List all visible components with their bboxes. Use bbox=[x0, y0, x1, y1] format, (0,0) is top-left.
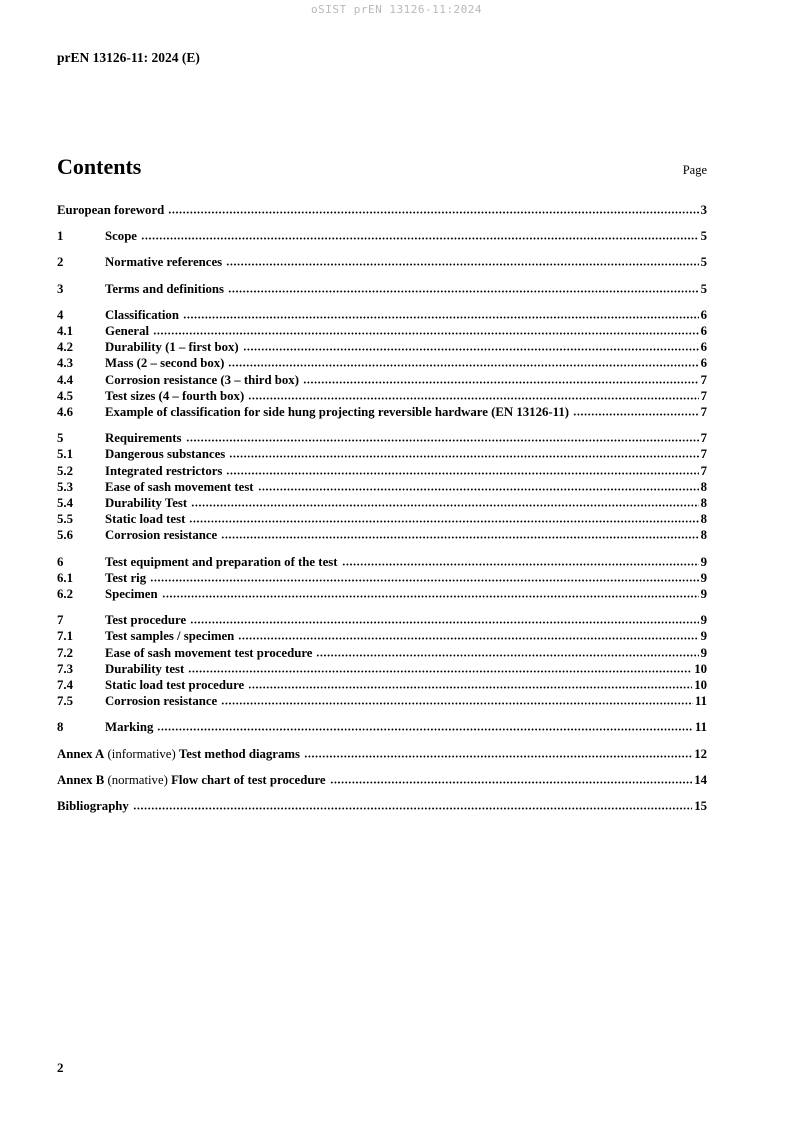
toc-entry bbox=[57, 281, 707, 297]
toc-entry-label: European foreword bbox=[57, 203, 165, 217]
toc-entry-page: 9 bbox=[700, 629, 707, 644]
toc-entry-page: 7 bbox=[700, 447, 707, 462]
toc-entry-label: Example of classification for side hung projecting reversible hardware (EN 13126-11) bbox=[105, 405, 569, 420]
toc-entry bbox=[57, 479, 707, 495]
toc-entry-page: 9 bbox=[700, 645, 707, 660]
toc-entry-label: Bibliography bbox=[57, 799, 129, 814]
toc-leader-dots bbox=[186, 439, 699, 442]
toc-entry bbox=[57, 404, 707, 420]
toc-entry-label: Static load test procedure bbox=[105, 678, 245, 693]
toc-entry-page: 9 bbox=[700, 587, 707, 602]
toc-annex-title: Test method diagrams bbox=[178, 746, 301, 761]
toc-entry bbox=[57, 746, 707, 762]
toc-entry-number: 6 bbox=[57, 554, 64, 569]
toc-leader-dots bbox=[150, 579, 698, 582]
toc-entry-number: 5.3 bbox=[57, 479, 73, 494]
toc-entry bbox=[57, 661, 707, 677]
toc-leader-dots bbox=[226, 263, 698, 266]
toc-entry-label: Test sizes (4 – fourth box) bbox=[105, 388, 245, 403]
toc-entry-label: Dangerous substances bbox=[105, 447, 226, 462]
toc-entry bbox=[57, 430, 707, 446]
toc-entry bbox=[57, 719, 707, 735]
toc-entry bbox=[57, 388, 707, 404]
toc-entry bbox=[57, 323, 707, 339]
toc-leader-dots bbox=[248, 397, 698, 400]
toc-entry-label: Normative references bbox=[105, 255, 223, 270]
toc-entry-page: 12 bbox=[694, 746, 707, 761]
toc-entry-number: 4.2 bbox=[57, 340, 73, 355]
toc-entry-page: 5 bbox=[700, 281, 707, 296]
toc-entry-label: Mass (2 – second box) bbox=[105, 356, 225, 371]
toc-entry-number: 7.5 bbox=[57, 694, 73, 709]
toc-entry-number: 4.4 bbox=[57, 372, 73, 387]
toc-entry-number: 7.2 bbox=[57, 645, 73, 660]
toc-entry-label: Test samples / specimen bbox=[105, 629, 235, 644]
toc-entry-page: 6 bbox=[700, 324, 707, 339]
toc-leader-dots bbox=[316, 654, 698, 657]
toc-entry-number: 1 bbox=[57, 229, 64, 244]
toc-entry-label: Ease of sash movement test procedure bbox=[105, 645, 313, 660]
toc-entry-label: Classification bbox=[105, 307, 179, 322]
table-of-contents bbox=[57, 202, 707, 814]
toc-annex-title: Flow chart of test procedure bbox=[171, 772, 326, 787]
toc-entry-number: 5.2 bbox=[57, 463, 73, 478]
toc-leader-dots bbox=[221, 536, 698, 539]
toc-entry-page: 6 bbox=[700, 356, 707, 371]
toc-entry bbox=[57, 339, 707, 355]
toc-entry-page: 9 bbox=[700, 554, 707, 569]
toc-entry-page: 3 bbox=[700, 203, 707, 217]
toc-entry-number: 2 bbox=[57, 255, 64, 270]
toc-leader-dots bbox=[258, 488, 699, 491]
toc-entry bbox=[57, 645, 707, 661]
toc-entry-label: Marking bbox=[105, 720, 154, 735]
toc-entry bbox=[57, 228, 707, 244]
toc-leader-dots bbox=[168, 211, 698, 214]
toc-entry-page: 7 bbox=[700, 388, 707, 403]
toc-leader-dots bbox=[243, 348, 699, 351]
toc-leader-dots bbox=[226, 472, 698, 475]
toc-entry bbox=[57, 495, 707, 511]
toc-annex-qualifier: (normative) bbox=[104, 772, 172, 787]
toc-entry-label: Integrated restrictors bbox=[105, 463, 223, 478]
toc-entry bbox=[57, 446, 707, 462]
toc-entry-label: Scope bbox=[105, 229, 137, 244]
toc-entry-number: 4.6 bbox=[57, 405, 73, 420]
toc-annex-prefix: Annex A bbox=[57, 746, 105, 761]
toc-entry-label: Durability test bbox=[105, 661, 185, 676]
toc-entry bbox=[57, 554, 707, 570]
toc-leader-dots bbox=[162, 595, 699, 598]
toc-entry-label: Requirements bbox=[105, 431, 182, 446]
toc-entry-page: 7 bbox=[700, 372, 707, 387]
toc-entry-number: 7.1 bbox=[57, 629, 73, 644]
toc-leader-dots bbox=[304, 755, 692, 758]
toc-entry-page: 7 bbox=[700, 463, 707, 478]
toc-entry bbox=[57, 511, 707, 527]
toc-entry bbox=[57, 254, 707, 270]
toc-leader-dots bbox=[221, 702, 693, 705]
toc-entry-page: 6 bbox=[700, 340, 707, 355]
toc-leader-dots bbox=[238, 637, 698, 640]
toc-entry-number: 6.2 bbox=[57, 587, 73, 602]
toc-entry-label: Corrosion resistance (3 – third box) bbox=[105, 372, 299, 387]
toc-entry-page: 11 bbox=[694, 720, 707, 735]
toc-entry-page: 7 bbox=[700, 431, 707, 446]
toc-entry-number: 4.3 bbox=[57, 356, 73, 371]
toc-entry-label: Corrosion resistance bbox=[105, 528, 218, 543]
toc-annex-prefix: Annex B bbox=[57, 772, 105, 787]
contents-header bbox=[57, 154, 707, 180]
toc-entry-page: 8 bbox=[700, 479, 707, 494]
toc-entry-label: Test equipment and preparation of the test bbox=[105, 554, 338, 569]
toc-leader-dots bbox=[229, 455, 698, 458]
toc-entry-page: 6 bbox=[700, 307, 707, 322]
toc-entry-page: 8 bbox=[700, 528, 707, 543]
contents-title: Contents bbox=[57, 154, 142, 179]
toc-entry bbox=[57, 628, 707, 644]
toc-entry-page: 14 bbox=[694, 772, 707, 787]
toc-entry-number: 4.1 bbox=[57, 324, 73, 339]
page-column-label: Page bbox=[682, 163, 707, 177]
footer-page-number: 2 bbox=[57, 1060, 64, 1075]
toc-entry bbox=[57, 798, 707, 814]
toc-leader-dots bbox=[228, 290, 699, 293]
toc-entry-label: Ease of sash movement test bbox=[105, 479, 254, 494]
toc-entry-label: Durability Test bbox=[105, 496, 188, 511]
toc-entry-number: 7.3 bbox=[57, 661, 73, 676]
toc-leader-dots bbox=[191, 504, 698, 507]
toc-entry-number: 4 bbox=[57, 307, 64, 322]
toc-entry bbox=[57, 527, 707, 543]
toc-leader-dots bbox=[248, 686, 692, 689]
toc-entry bbox=[57, 372, 707, 388]
toc-entry-page: 8 bbox=[700, 496, 707, 511]
toc-entry-number: 6.1 bbox=[57, 570, 73, 585]
toc-entry-number: 5.1 bbox=[57, 447, 73, 462]
toc-entry-number: 5.6 bbox=[57, 528, 73, 543]
toc-entry-label: General bbox=[105, 324, 150, 339]
toc-entry-number: 5 bbox=[57, 431, 64, 446]
toc-entry-label: Durability (1 – first box) bbox=[105, 340, 239, 355]
toc-entry-page: 8 bbox=[700, 512, 707, 527]
toc-leader-dots bbox=[228, 364, 698, 367]
toc-leader-dots bbox=[188, 670, 692, 673]
toc-entry-page: 5 bbox=[700, 255, 707, 270]
toc-entry-number: 4.5 bbox=[57, 388, 73, 403]
toc-entry-number: 7 bbox=[57, 613, 64, 628]
toc-entry-number: 7.4 bbox=[57, 678, 73, 693]
toc-entry-number: 5.4 bbox=[57, 496, 73, 511]
toc-entry-page: 9 bbox=[700, 570, 707, 585]
toc-entry-page: 15 bbox=[694, 799, 707, 814]
toc-entry-page: 11 bbox=[694, 694, 707, 709]
toc-entry bbox=[57, 570, 707, 586]
toc-leader-dots bbox=[330, 781, 693, 784]
toc-leader-dots bbox=[157, 728, 693, 731]
toc-leader-dots bbox=[190, 621, 698, 624]
toc-entry bbox=[57, 202, 707, 218]
toc-leader-dots bbox=[303, 381, 699, 384]
toc-entry-page: 7 bbox=[700, 405, 707, 420]
toc-entry-label bbox=[57, 772, 326, 788]
toc-entry-label: Terms and definitions bbox=[105, 281, 224, 296]
toc-entry-number: 3 bbox=[57, 281, 64, 296]
toc-leader-dots bbox=[133, 807, 692, 810]
toc-entry-page: 9 bbox=[700, 613, 707, 628]
toc-leader-dots bbox=[153, 332, 699, 335]
toc-entry-label: Test rig bbox=[105, 570, 147, 585]
toc-entry-label bbox=[57, 746, 300, 762]
toc-entry bbox=[57, 307, 707, 323]
toc-leader-dots bbox=[183, 316, 699, 319]
toc-entry bbox=[57, 772, 707, 788]
toc-entry-label: Corrosion resistance bbox=[105, 694, 218, 709]
toc-entry-label: Test procedure bbox=[105, 613, 187, 628]
toc-entry bbox=[57, 586, 707, 602]
toc-entry-page: 10 bbox=[694, 678, 707, 693]
toc-entry bbox=[57, 693, 707, 709]
toc-entry-label: Specimen bbox=[105, 587, 158, 602]
toc-entry-label: Static load test bbox=[105, 512, 186, 527]
toc-entry bbox=[57, 677, 707, 693]
toc-entry-page: 10 bbox=[694, 661, 707, 676]
toc-leader-dots bbox=[573, 413, 699, 416]
toc-entry bbox=[57, 612, 707, 628]
toc-entry bbox=[57, 355, 707, 371]
toc-leader-dots bbox=[342, 563, 699, 566]
toc-annex-qualifier: (informative) bbox=[104, 746, 179, 761]
watermark-text: oSIST prEN 13126-11:2024 bbox=[311, 3, 482, 16]
toc-leader-dots bbox=[189, 520, 698, 523]
toc-leader-dots bbox=[141, 237, 699, 240]
toc-entry-page: 5 bbox=[700, 229, 707, 244]
toc-entry bbox=[57, 463, 707, 479]
toc-entry-number: 5.5 bbox=[57, 512, 73, 527]
document-reference: prEN 13126-11: 2024 (E) bbox=[57, 50, 200, 65]
toc-entry-number: 8 bbox=[57, 720, 64, 735]
